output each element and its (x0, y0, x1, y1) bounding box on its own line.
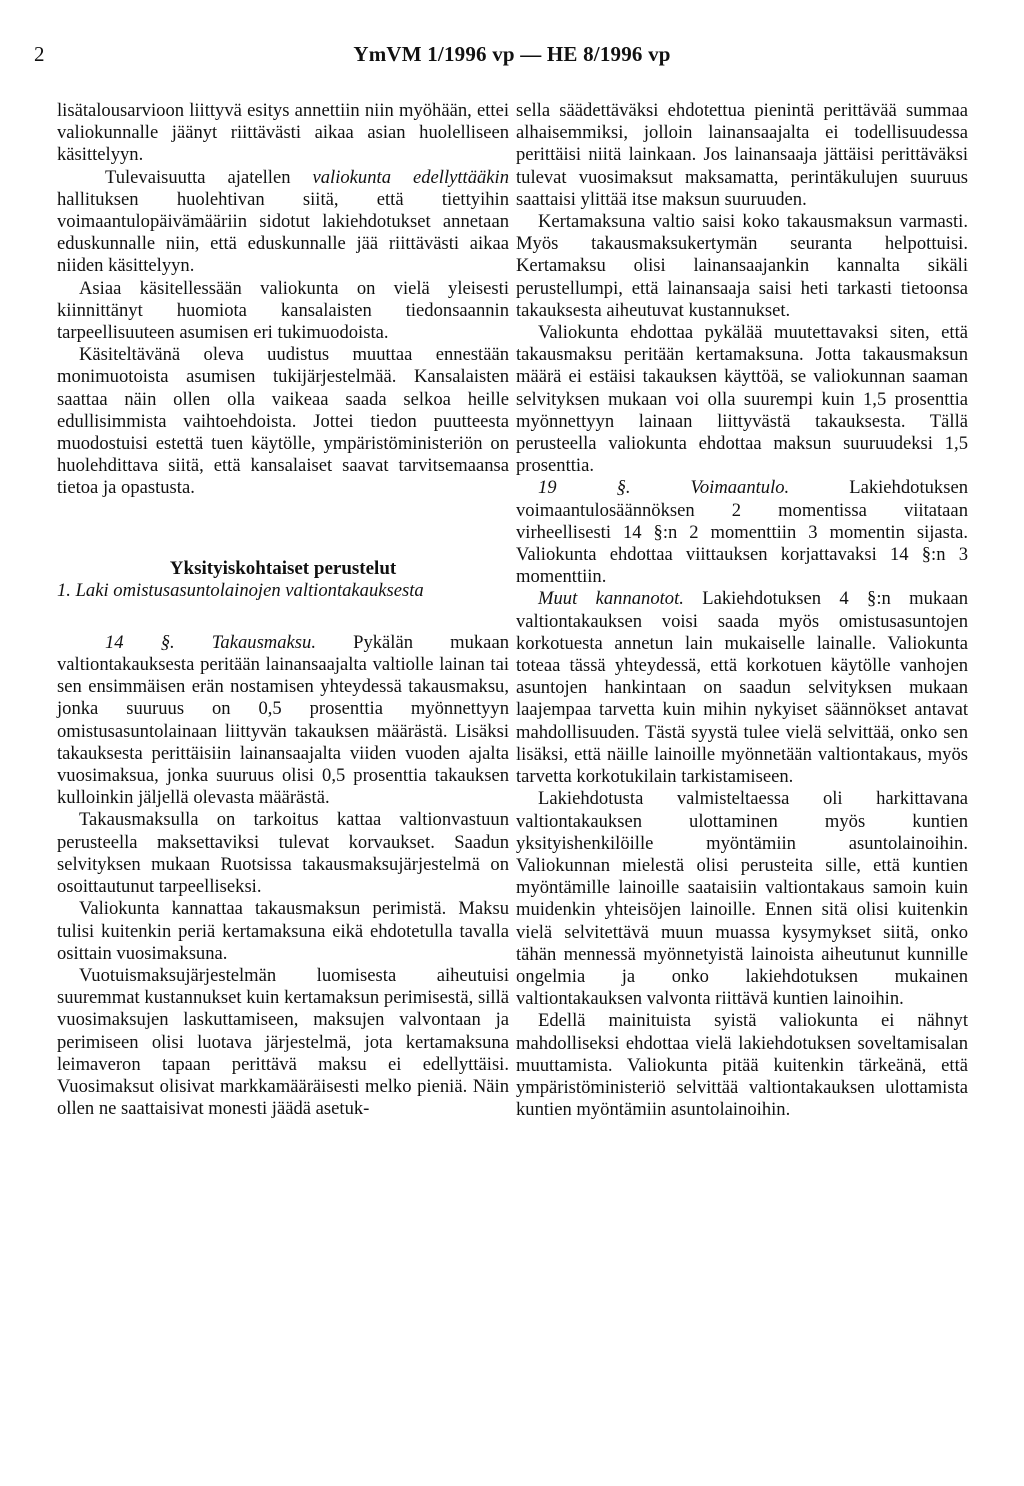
paragraph-text: Tulevaisuutta ajatellen (105, 166, 313, 188)
paragraph-text: hallituksen huolehtivan siitä, että tiettyihin voimaantulopäivämääriin sidotut lakiehdotukset annetaan eduskunnalle niin, että eduskunnalle jää riittävästi aikaa niiden käsittelyyn. (57, 188, 509, 277)
paragraph-section-14 (57, 632, 509, 810)
page-number: 2 (34, 42, 45, 66)
paragraph-information-access: Asiaa käsitellessään valiokunta on vielä yleisesti kiinnittänyt huomiota kansalaisten tiedonsaannin tarpeellisuuteen asumisen eri tukimuodoista. (57, 277, 509, 344)
section-lead: 14 §. Takausmaksu. (105, 631, 316, 653)
paragraph-annual-fee-system: Vuotuismaksujärjestelmän luomisesta aiheutuisi suuremmat kustannukset kuin kertamaksun perimisestä, sillä vuosimaksujen laskuttamiseen, maksujen valvontaan ja perimiseen olisi luotava järjestelmä, jota kertamaksuna leimaveron tapaan perittävä maksu ei edellyttäisi. Vuosimaksut olisivat markkamääräisesti melko pieniä. Näin ollen ne saattaisivat monesti jäädä asetuk- (57, 964, 509, 1120)
paragraph-future-outlook (57, 167, 509, 278)
section-lead: 19 §. Voimaantulo. (538, 477, 790, 499)
paragraph-conclusion: Edellä mainituista syistä valiokunta ei nähnyt mahdolliseksi ehdottaa vielä lakiehdotuksen soveltamisalan muuttamista. Valiokunta pitää kuitenkin tärkeänä, että ympäristöministeriö selvittää valtiontakauksen ulottamista kuntien myöntämiin asuntolainoihin. (516, 1010, 968, 1121)
section-heading: Yksityiskohtaiset perustelut (169, 557, 397, 579)
paragraph-amendment-proposal: Valiokunta ehdottaa pykälää muutettavaksi siten, että takausmaksu peritään kertamaksuna. Jotta takausmaksun määrä ei estäisi takauksen käyttöä, se valiokunnan saaman selvityksen mukaan voi olla suurempi kuin 1,5 prosenttia myönnettyyn lainaan liittyvästä takauksesta. Tällä perusteella valiokunta ehdottaa maksun suuruudeksi 1,5 prosenttia. (516, 322, 968, 477)
section-lead: Muut kannanotot. (538, 588, 684, 610)
right-column (516, 100, 968, 1121)
paragraph-reform: Käsiteltävänä oleva uudistus muuttaa ennestään monimuotoista asumisen tukijärjestelmää. Kansalaisten saattaa näin ollen olla vaikeaa saada selkoa heille edullisimmista vaihtoehdoista. Jottei tiedon puutteesta muodostuisi estettä tuen käytölle, ympäristöministeriön on huolehdittava siitä, että kansalaiset saavat tarvitsemaansa tietoa ja opastusta. (57, 344, 509, 499)
paragraph-text: Lakiehdotuksen voimaantulosäännöksen 2 momentissa viitataan virheellisesti 14 §:n 2 momenttiin 3 momentin sijasta. Valiokunta ehdottaa viittauksen korjattavaksi 14 §:n 3 momenttiin. (516, 477, 968, 588)
paragraph-text: Lakiehdotuksen 4 §:n mukaan valtiontakauksen voisi saada myös omistusasuntojen korkotuesta annetun lain mukaiselle lainalle. Valiokunta toteaa tässä yhteydessä, että korkotuen käytölle vanhojen asuntojen hankintaan on saadun selvityksen mukaan laajempaa tarvetta kuin mihin nykyiset säännökset antavat mahdollisuuden. Tästä syystä tulee vielä selvittää, onko sen lisäksi, että näille lainoille myönnetään valtiontakaus, myös tarvetta korkotukilain tarkistamiseen. (516, 588, 968, 788)
law-title: 1. Laki omistusasuntolainojen valtiontakauksesta (57, 579, 424, 601)
paragraph-text: Pykälän mukaan valtiontakauksesta peritään lainansaajalta valtiolle lainan tai sen ensimmäisen erän nostamisen yhteydessä takausmaksu, jonka suuruus on 0,5 prosenttia myönnettyyn omistusasuntolainaan liittyvän takauksen määrästä. Lisäksi takauksesta perittäisiin lainansaajalta viiden vuoden ajalta vuosimaksua, jonka suuruus olisi 0,5 prosenttia takauksen kulloinkin jäljellä olevasta määrästä. (57, 631, 509, 809)
paragraph-continuation: sella säädettäväksi ehdotettua pienintä perittävää summaa alhaisemmiksi, jolloin lainansaajalta ei todellisuudessa perittäisi niitä lainkaan. Jos lainansaaja jättäisi perittäväksi tulevat vuosimaksut maksamatta, perintäkulujen suuruus saattaisi ylittää itse maksun suuruuden. (516, 100, 968, 210)
paragraph-section-19 (516, 477, 968, 588)
paragraph-continuation: lisätalousarvioon liittyvä esitys annettiin niin myöhään, ettei valiokunnalle jäänyt riittävästi aikaa asian huolelliseen käsittelyyn. (57, 100, 509, 166)
running-header: YmVM 1/1996 vp — HE 8/1996 vp (353, 42, 671, 66)
paragraph-committee-support: Valiokunta kannattaa takausmaksun perimistä. Maksu tulisi kuitenkin periä kertamaksuna eikä ehdotetulla tavalla osittain vuosimaksuna. (57, 898, 509, 964)
emphasis-text: valiokunta edellyttääkin (312, 166, 509, 188)
paragraph-guarantee-purpose: Takausmaksulla on tarkoitus kattaa valtionvastuun perusteella maksettaviksi tulevat korvaukset. Saadun selvityksen mukaan Ruotsissa takausmaksujärjestelmä on osoittautunut tarpeelliseksi. (57, 809, 509, 898)
paragraph-one-time-fee: Kertamaksuna valtio saisi koko takausmaksun varmasti. Myös takausmaksukertymän seuranta helpottuisi. Kertamaksu olisi lainansaajankin kannalta sikäli perustellumpi, että lainansaaja saisi heti tarkasti tietoonsa takauksesta aiheutuvat kustannukset. (516, 211, 968, 321)
left-column (57, 100, 509, 1120)
paragraph-municipal-loans: Lakiehdotusta valmisteltaessa oli harkittavana valtiontakauksen ulottaminen myös kuntien yksityishenkilöille myöntämiin asuntolainoihin. Valiokunnan mielestä olisi perusteita sille, että kuntien myöntämille lainoille saataisiin valtiontakaus samoin kuin muidenkin yhteisöjen lainoille. Ennen sitä olisi kuitenkin vielä selvitettävä muun muassa kysymykset siitä, onko tähän mennessä myönnetyistä lainoista aiheutunut kunnille ongelmia ja onko lakiehdotuksen mukainen valtiontakauksen valvonta riittävä kuntien lainoihin. (516, 788, 968, 1010)
paragraph-other-positions (516, 588, 968, 788)
